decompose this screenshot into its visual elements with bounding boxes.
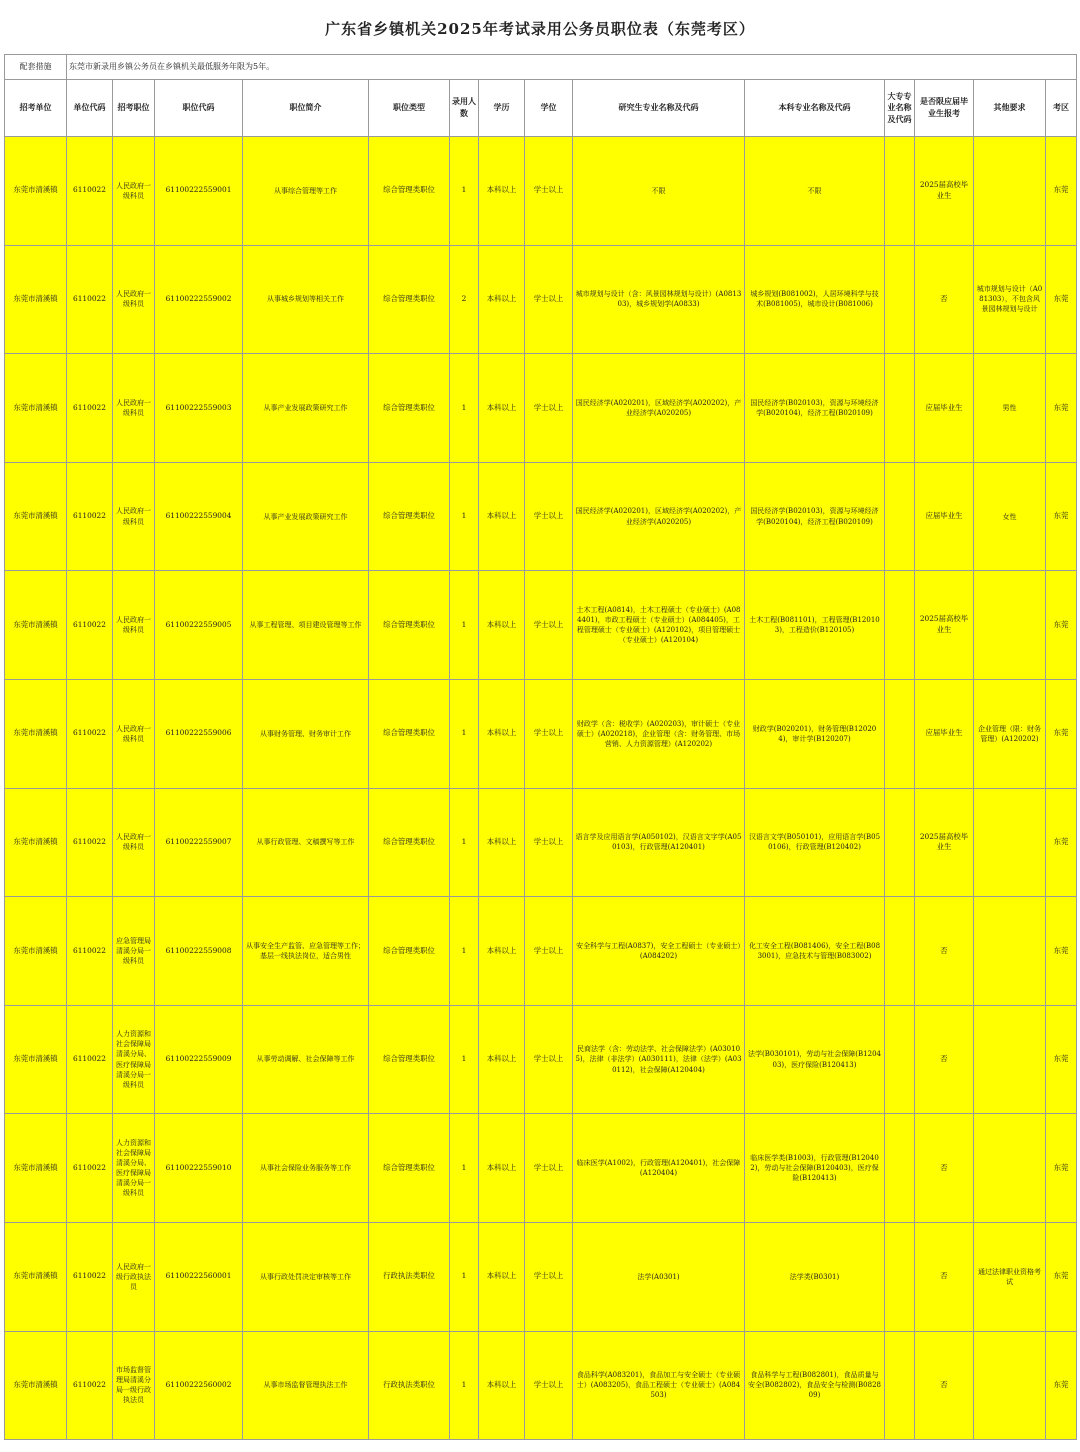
cell-unit: 东莞市清溪镇 bbox=[5, 354, 67, 463]
cell-degree: 学士以上 bbox=[525, 1005, 573, 1114]
cell-education: 本科以上 bbox=[479, 1222, 525, 1331]
cell-position: 市场监督管理局清溪分局一级行政执法员 bbox=[113, 1331, 155, 1440]
cell-type: 行政执法类职位 bbox=[369, 1331, 450, 1440]
cell-undergrad: 临床医学类(B1003)，行政管理(B120402)，劳动与社会保障(B120403)，医疗保险(B120413) bbox=[745, 1114, 885, 1223]
cell-unit: 东莞市清溪镇 bbox=[5, 462, 67, 571]
table-row bbox=[5, 679, 1077, 788]
cell-postgrad: 安全科学与工程(A0837)，安全工程硕士（专业硕士）(A084202) bbox=[573, 897, 745, 1006]
cell-unit-code: 6110022 bbox=[67, 1222, 113, 1331]
cell-intro: 从事社会保险业务服务等工作 bbox=[243, 1114, 369, 1223]
table-row bbox=[5, 137, 1077, 246]
header-position: 招考职位 bbox=[113, 80, 155, 137]
cell-postgrad: 食品科学(A083201)，食品加工与安全硕士（专业硕士）(A083205)，食品工程硕士（专业硕士）(A084503) bbox=[573, 1331, 745, 1440]
cell-position-code: 61100222560002 bbox=[155, 1331, 243, 1440]
cell-graduate: 应届毕业生 bbox=[915, 679, 974, 788]
cell-position-code: 61100222559001 bbox=[155, 137, 243, 246]
cell-count: 1 bbox=[450, 1222, 479, 1331]
cell-type: 综合管理类职位 bbox=[369, 137, 450, 246]
cell-college bbox=[885, 1331, 915, 1440]
cell-unit: 东莞市清溪镇 bbox=[5, 1222, 67, 1331]
cell-graduate: 否 bbox=[915, 1331, 974, 1440]
cell-other: 男性 bbox=[974, 354, 1046, 463]
cell-intro: 从事安全生产监管、应急管理等工作；基层一线执法岗位，适合男性 bbox=[243, 897, 369, 1006]
header-exam-area: 考区 bbox=[1046, 80, 1077, 137]
cell-position-code: 61100222559010 bbox=[155, 1114, 243, 1223]
cell-position-code: 61100222559005 bbox=[155, 571, 243, 680]
header-graduate: 是否限应届毕业生报考 bbox=[915, 80, 974, 137]
cell-undergrad: 化工安全工程(B081406)，安全工程(B083001)，应急技术与管理(B083002) bbox=[745, 897, 885, 1006]
cell-college bbox=[885, 245, 915, 354]
cell-position: 应急管理局清溪分局一级科员 bbox=[113, 897, 155, 1006]
cell-postgrad: 法学(A0301) bbox=[573, 1222, 745, 1331]
cell-college bbox=[885, 462, 915, 571]
cell-count: 2 bbox=[450, 245, 479, 354]
cell-degree: 学士以上 bbox=[525, 897, 573, 1006]
table-row bbox=[5, 1222, 1077, 1331]
cell-exam-area: 东莞 bbox=[1046, 788, 1077, 897]
header-degree: 学位 bbox=[525, 80, 573, 137]
cell-education: 本科以上 bbox=[479, 571, 525, 680]
cell-intro: 从事劳动调解、社会保障等工作 bbox=[243, 1005, 369, 1114]
cell-unit-code: 6110022 bbox=[67, 245, 113, 354]
header-row bbox=[5, 80, 1077, 137]
cell-other bbox=[974, 1005, 1046, 1114]
cell-postgrad: 临床医学(A1002)，行政管理(A120401)，社会保障(A120404) bbox=[573, 1114, 745, 1223]
cell-position-code: 61100222560001 bbox=[155, 1222, 243, 1331]
cell-education: 本科以上 bbox=[479, 137, 525, 246]
cell-unit: 东莞市清溪镇 bbox=[5, 788, 67, 897]
cell-graduate: 否 bbox=[915, 1114, 974, 1223]
cell-unit-code: 6110022 bbox=[67, 1005, 113, 1114]
table-row bbox=[5, 462, 1077, 571]
cell-postgrad: 国民经济学(A020201)，区域经济学(A020202)，产业经济学(A020205) bbox=[573, 354, 745, 463]
cell-college bbox=[885, 897, 915, 1006]
table-row bbox=[5, 1114, 1077, 1223]
cell-education: 本科以上 bbox=[479, 788, 525, 897]
cell-college bbox=[885, 571, 915, 680]
header-type: 职位类型 bbox=[369, 80, 450, 137]
cell-graduate: 2025届高校毕业生 bbox=[915, 571, 974, 680]
cell-other bbox=[974, 897, 1046, 1006]
cell-count: 1 bbox=[450, 354, 479, 463]
cell-count: 1 bbox=[450, 462, 479, 571]
cell-position: 人民政府一级科员 bbox=[113, 354, 155, 463]
cell-type: 综合管理类职位 bbox=[369, 354, 450, 463]
cell-other: 通过法律职业资格考试 bbox=[974, 1222, 1046, 1331]
header-unit-code: 单位代码 bbox=[67, 80, 113, 137]
cell-intro: 从事产业发展政策研究工作 bbox=[243, 354, 369, 463]
cell-unit-code: 6110022 bbox=[67, 1114, 113, 1223]
cell-education: 本科以上 bbox=[479, 1005, 525, 1114]
cell-unit: 东莞市清溪镇 bbox=[5, 897, 67, 1006]
cell-degree: 学士以上 bbox=[525, 245, 573, 354]
header-unit: 招考单位 bbox=[5, 80, 67, 137]
cell-exam-area: 东莞 bbox=[1046, 1114, 1077, 1223]
cell-intro: 从事市场监督管理执法工作 bbox=[243, 1331, 369, 1440]
cell-degree: 学士以上 bbox=[525, 354, 573, 463]
cell-count: 1 bbox=[450, 897, 479, 1006]
cell-graduate: 应届毕业生 bbox=[915, 354, 974, 463]
cell-postgrad: 土木工程(A0814)，土木工程硕士（专业硕士）(A084401)，市政工程硕士（专业硕士）(A084405)，工程管理硕士（专业硕士）(A120102)，项目管理硕士（专业硕士）(A120104) bbox=[573, 571, 745, 680]
note-text: 东莞市新录用乡镇公务员在乡镇机关最低服务年限为5年。 bbox=[67, 55, 1077, 80]
cell-exam-area: 东莞 bbox=[1046, 137, 1077, 246]
cell-position-code: 61100222559008 bbox=[155, 897, 243, 1006]
cell-college bbox=[885, 1005, 915, 1114]
cell-unit: 东莞市清溪镇 bbox=[5, 679, 67, 788]
cell-degree: 学士以上 bbox=[525, 788, 573, 897]
header-education: 学历 bbox=[479, 80, 525, 137]
cell-position-code: 61100222559003 bbox=[155, 354, 243, 463]
cell-education: 本科以上 bbox=[479, 1331, 525, 1440]
cell-type: 行政执法类职位 bbox=[369, 1222, 450, 1331]
cell-intro: 从事综合管理等工作 bbox=[243, 137, 369, 246]
cell-type: 综合管理类职位 bbox=[369, 571, 450, 680]
cell-degree: 学士以上 bbox=[525, 1114, 573, 1223]
cell-unit-code: 6110022 bbox=[67, 354, 113, 463]
cell-degree: 学士以上 bbox=[525, 137, 573, 246]
cell-exam-area: 东莞 bbox=[1046, 462, 1077, 571]
header-postgrad: 研究生专业名称及代码 bbox=[573, 80, 745, 137]
cell-education: 本科以上 bbox=[479, 354, 525, 463]
cell-graduate: 否 bbox=[915, 1222, 974, 1331]
cell-undergrad: 不限 bbox=[745, 137, 885, 246]
table-row bbox=[5, 571, 1077, 680]
cell-intro: 从事城乡规划等相关工作 bbox=[243, 245, 369, 354]
table-row bbox=[5, 245, 1077, 354]
cell-exam-area: 东莞 bbox=[1046, 679, 1077, 788]
cell-postgrad: 语言学及应用语言学(A050102)，汉语言文字学(A050103)，行政管理(A120401) bbox=[573, 788, 745, 897]
cell-exam-area: 东莞 bbox=[1046, 571, 1077, 680]
cell-exam-area: 东莞 bbox=[1046, 897, 1077, 1006]
cell-exam-area: 东莞 bbox=[1046, 1331, 1077, 1440]
cell-unit: 东莞市清溪镇 bbox=[5, 1005, 67, 1114]
cell-position-code: 61100222559006 bbox=[155, 679, 243, 788]
cell-college bbox=[885, 788, 915, 897]
positions-table bbox=[4, 54, 1077, 1440]
cell-unit-code: 6110022 bbox=[67, 788, 113, 897]
cell-type: 综合管理类职位 bbox=[369, 679, 450, 788]
cell-postgrad: 财政学（含：税收学）(A020203)，审计硕士（专业硕士）(A020218)，企业管理（含：财务管理、市场营销、人力资源管理）(A120202) bbox=[573, 679, 745, 788]
cell-position: 人民政府一级科员 bbox=[113, 788, 155, 897]
cell-unit-code: 6110022 bbox=[67, 462, 113, 571]
header-intro: 职位简介 bbox=[243, 80, 369, 137]
cell-type: 综合管理类职位 bbox=[369, 897, 450, 1006]
cell-degree: 学士以上 bbox=[525, 1331, 573, 1440]
cell-type: 综合管理类职位 bbox=[369, 1005, 450, 1114]
cell-exam-area: 东莞 bbox=[1046, 354, 1077, 463]
cell-degree: 学士以上 bbox=[525, 1222, 573, 1331]
cell-undergrad: 汉语言文学(B050101)，应用语言学(B050106)，行政管理(B120402) bbox=[745, 788, 885, 897]
cell-position: 人民政府一级行政执法员 bbox=[113, 1222, 155, 1331]
header-other: 其他要求 bbox=[974, 80, 1046, 137]
cell-position: 人民政府一级科员 bbox=[113, 462, 155, 571]
cell-college bbox=[885, 1222, 915, 1331]
cell-exam-area: 东莞 bbox=[1046, 1222, 1077, 1331]
cell-undergrad: 城乡规划(B081002)，人居环境科学与技术(B081005)，城市设计(B081006) bbox=[745, 245, 885, 354]
cell-unit: 东莞市清溪镇 bbox=[5, 245, 67, 354]
cell-education: 本科以上 bbox=[479, 462, 525, 571]
header-college: 大专专业名称及代码 bbox=[885, 80, 915, 137]
cell-count: 1 bbox=[450, 1114, 479, 1223]
table-row bbox=[5, 1005, 1077, 1114]
cell-college bbox=[885, 679, 915, 788]
cell-unit-code: 6110022 bbox=[67, 897, 113, 1006]
cell-undergrad: 土木工程(B081101)，工程管理(B120103)，工程造价(B120105) bbox=[745, 571, 885, 680]
cell-education: 本科以上 bbox=[479, 897, 525, 1006]
cell-unit: 东莞市清溪镇 bbox=[5, 571, 67, 680]
cell-type: 综合管理类职位 bbox=[369, 1114, 450, 1223]
cell-position: 人民政府一级科员 bbox=[113, 245, 155, 354]
cell-postgrad: 城市规划与设计（含：风景园林规划与设计）(A081303)，城乡规划学(A0833) bbox=[573, 245, 745, 354]
cell-graduate: 否 bbox=[915, 1005, 974, 1114]
cell-unit: 东莞市清溪镇 bbox=[5, 137, 67, 246]
cell-exam-area: 东莞 bbox=[1046, 1005, 1077, 1114]
cell-position: 人力资源和社会保障局清溪分局、医疗保障局清溪分局一级科员 bbox=[113, 1005, 155, 1114]
cell-undergrad: 法学(B030101)，劳动与社会保障(B120403)，医疗保险(B120413) bbox=[745, 1005, 885, 1114]
cell-degree: 学士以上 bbox=[525, 679, 573, 788]
table-row bbox=[5, 1331, 1077, 1440]
table-row bbox=[5, 354, 1077, 463]
cell-position-code: 61100222559004 bbox=[155, 462, 243, 571]
cell-position: 人民政府一级科员 bbox=[113, 137, 155, 246]
cell-other: 女性 bbox=[974, 462, 1046, 571]
cell-count: 1 bbox=[450, 788, 479, 897]
cell-count: 1 bbox=[450, 1331, 479, 1440]
header-count: 录用人数 bbox=[450, 80, 479, 137]
cell-college bbox=[885, 354, 915, 463]
cell-intro: 从事工程管理、项目建设管理等工作 bbox=[243, 571, 369, 680]
table-row bbox=[5, 788, 1077, 897]
cell-graduate: 应届毕业生 bbox=[915, 462, 974, 571]
cell-unit-code: 6110022 bbox=[67, 571, 113, 680]
cell-other bbox=[974, 1114, 1046, 1223]
cell-college bbox=[885, 1114, 915, 1223]
cell-position-code: 61100222559007 bbox=[155, 788, 243, 897]
cell-graduate: 2025届高校毕业生 bbox=[915, 788, 974, 897]
cell-type: 综合管理类职位 bbox=[369, 788, 450, 897]
header-undergrad: 本科专业名称及代码 bbox=[745, 80, 885, 137]
cell-other: 城市规划与设计（A081303），不包含风景园林规划与设计 bbox=[974, 245, 1046, 354]
cell-count: 1 bbox=[450, 1005, 479, 1114]
cell-other bbox=[974, 571, 1046, 680]
cell-unit-code: 6110022 bbox=[67, 679, 113, 788]
note-label: 配套措施 bbox=[5, 55, 67, 80]
cell-undergrad: 国民经济学(B020103)，资源与环境经济学(B020104)，经济工程(B020109) bbox=[745, 354, 885, 463]
cell-count: 1 bbox=[450, 137, 479, 246]
cell-education: 本科以上 bbox=[479, 679, 525, 788]
cell-degree: 学士以上 bbox=[525, 462, 573, 571]
cell-other: 企业管理（限：财务管理）(A120202) bbox=[974, 679, 1046, 788]
cell-unit: 东莞市清溪镇 bbox=[5, 1331, 67, 1440]
cell-unit-code: 6110022 bbox=[67, 137, 113, 246]
cell-position-code: 61100222559002 bbox=[155, 245, 243, 354]
note-row bbox=[5, 55, 1077, 80]
cell-count: 1 bbox=[450, 679, 479, 788]
cell-position-code: 61100222559009 bbox=[155, 1005, 243, 1114]
cell-undergrad: 食品科学与工程(B082801)，食品质量与安全(B082802)，食品安全与检测(B082809) bbox=[745, 1331, 885, 1440]
cell-unit: 东莞市清溪镇 bbox=[5, 1114, 67, 1223]
cell-intro: 从事行政处罚决定审核等工作 bbox=[243, 1222, 369, 1331]
cell-undergrad: 法学类(B0301) bbox=[745, 1222, 885, 1331]
page-title: 广东省乡镇机关2025年考试录用公务员职位表（东莞考区） bbox=[325, 20, 755, 38]
cell-postgrad: 国民经济学(A020201)，区域经济学(A020202)，产业经济学(A020205) bbox=[573, 462, 745, 571]
cell-exam-area: 东莞 bbox=[1046, 245, 1077, 354]
cell-unit-code: 6110022 bbox=[67, 1331, 113, 1440]
cell-type: 综合管理类职位 bbox=[369, 462, 450, 571]
header-position-code: 职位代码 bbox=[155, 80, 243, 137]
cell-other bbox=[974, 1331, 1046, 1440]
cell-postgrad: 不限 bbox=[573, 137, 745, 246]
cell-education: 本科以上 bbox=[479, 245, 525, 354]
cell-graduate: 否 bbox=[915, 245, 974, 354]
cell-other bbox=[974, 788, 1046, 897]
cell-intro: 从事行政管理、文稿撰写等工作 bbox=[243, 788, 369, 897]
cell-position: 人力资源和社会保障局清溪分局、医疗保障局清溪分局一级科员 bbox=[113, 1114, 155, 1223]
cell-type: 综合管理类职位 bbox=[369, 245, 450, 354]
cell-undergrad: 国民经济学(B020103)，资源与环境经济学(B020104)，经济工程(B020109) bbox=[745, 462, 885, 571]
cell-education: 本科以上 bbox=[479, 1114, 525, 1223]
cell-position: 人民政府一级科员 bbox=[113, 571, 155, 680]
cell-college bbox=[885, 137, 915, 246]
cell-degree: 学士以上 bbox=[525, 571, 573, 680]
cell-position: 人民政府一级科员 bbox=[113, 679, 155, 788]
cell-postgrad: 民商法学（含：劳动法学、社会保障法学）(A030105)，法律（非法学）(A030111)，法律（法学）(A030112)，社会保障(A120404) bbox=[573, 1005, 745, 1114]
cell-intro: 从事财务管理、财务审计工作 bbox=[243, 679, 369, 788]
cell-undergrad: 财政学(B020201)，财务管理(B120204)，审计学(B120207) bbox=[745, 679, 885, 788]
cell-count: 1 bbox=[450, 571, 479, 680]
table-row bbox=[5, 897, 1077, 1006]
cell-graduate: 2025届高校毕业生 bbox=[915, 137, 974, 246]
cell-other bbox=[974, 137, 1046, 246]
cell-intro: 从事产业发展政策研究工作 bbox=[243, 462, 369, 571]
cell-graduate: 否 bbox=[915, 897, 974, 1006]
